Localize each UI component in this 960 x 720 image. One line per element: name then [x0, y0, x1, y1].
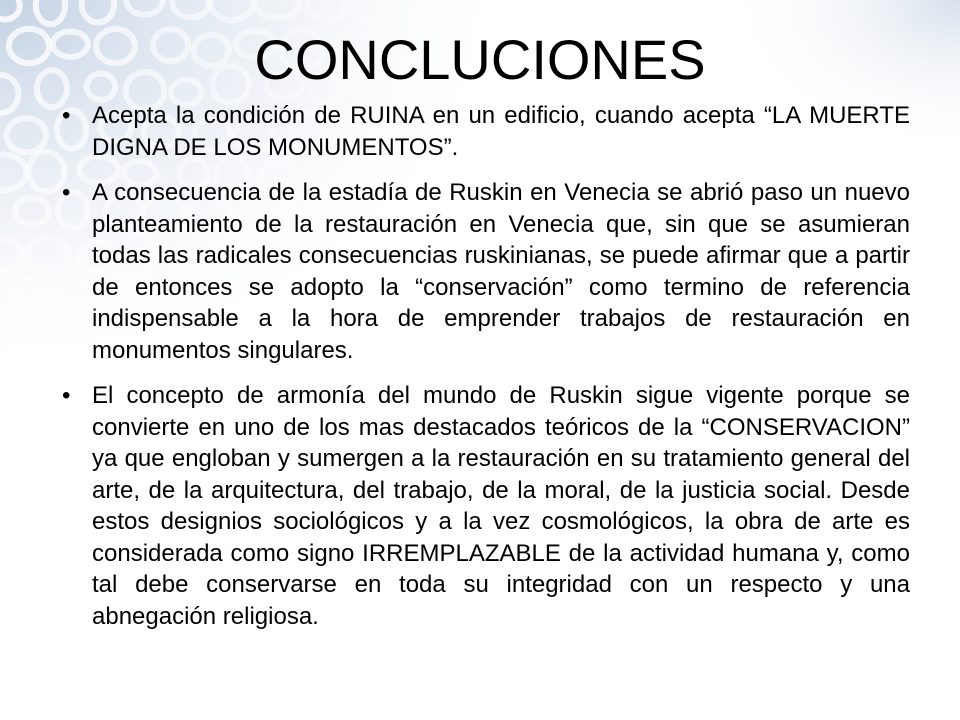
bullet-item [62, 100, 910, 163]
bullet-text: El concepto de armonía del mundo de Ruskin sigue vigente porque se convierte en uno de los mas destacados teóricos de la “CONSERVACION” ya que engloban y sumergen a la restauración en su tratamiento general del arte, de la arquitectura, del trabajo, de la moral, de la justicia social. Desde estos designios sociológicos y a la vez cosmológicos, la obra de arte es considerada como signo IRREMPLAZABLE de la actividad humana y, como tal debe conservarse en toda su integridad con un respecto y una abnegación religiosa. [92, 382, 910, 630]
bullet-item [62, 177, 910, 366]
bullet-icon: • [62, 102, 71, 129]
bullet-text: A consecuencia de la estadía de Ruskin en Venecia se abrió paso un nuevo planteamiento de la restauración en Venecia que, sin que se asumieran todas las radicales consecuencias ruskinianas, se puede afirmar que a partir de entonces se adopto la “conservación” como termino de referencia indispensable a la hora de emprender trabajos de restauración en monumentos singulares. [92, 179, 910, 364]
bullet-icon: • [62, 382, 71, 409]
bullet-icon: • [62, 179, 71, 206]
bullet-item [62, 380, 910, 632]
bullet-text: Acepta la condición de RUINA en un edificio, cuando acepta “LA MUERTE DIGNA DE LOS MONUMENTOS”. [92, 102, 910, 161]
slide-title: CONCLUCIONES [254, 28, 706, 91]
bullet-list [62, 100, 910, 646]
